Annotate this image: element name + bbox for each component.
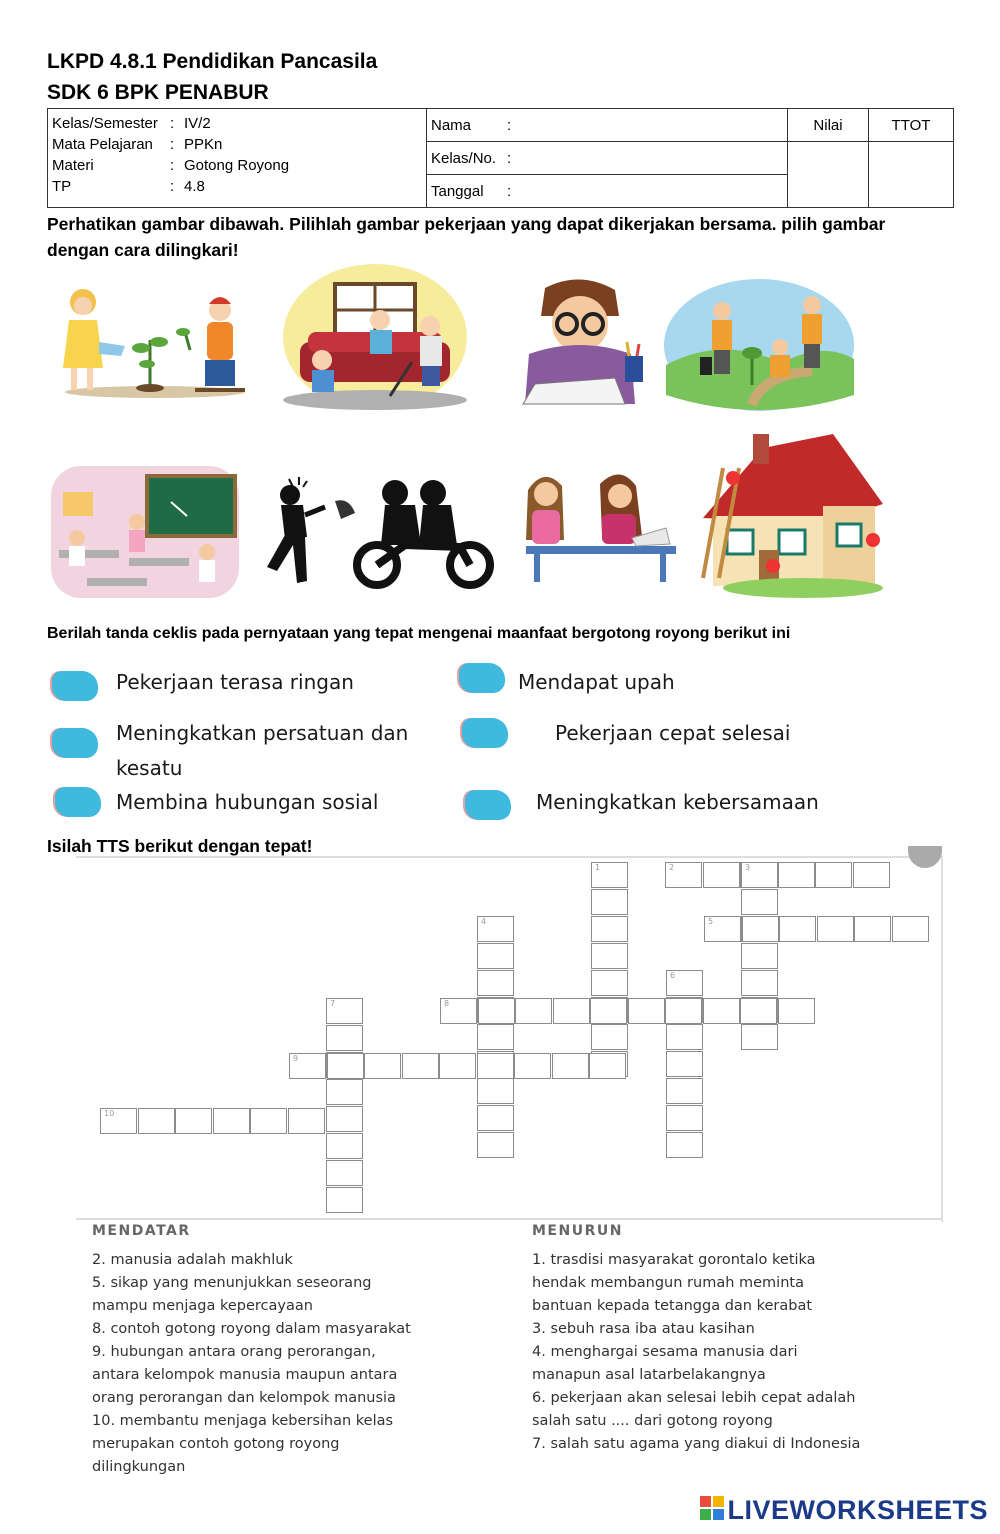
tanggal-field[interactable]	[427, 175, 788, 208]
clues-mendatar	[92, 1220, 512, 1479]
picture-family-cleaning-room[interactable]	[280, 262, 470, 412]
colon: :	[507, 182, 512, 200]
picture-classroom-cleaning[interactable]	[47, 462, 242, 602]
statement-4: Pekerjaan cepat selesai	[555, 721, 791, 745]
clue-number: 1	[595, 863, 601, 872]
statement-3: Meningkatkan persatuan dan	[116, 721, 409, 745]
clue-number: 4	[481, 917, 487, 926]
clue-line: hendak membangun rumah meminta	[532, 1275, 804, 1291]
clues-menurun	[532, 1220, 942, 1456]
crossword-cell[interactable]	[779, 916, 816, 942]
crossword-cell[interactable]	[666, 1078, 703, 1104]
crossword-cell[interactable]	[477, 1078, 514, 1104]
picture-girls-at-desk[interactable]	[520, 466, 680, 586]
crossword-cell[interactable]	[628, 998, 665, 1024]
crossword-cell[interactable]	[327, 1053, 364, 1079]
checkbox-2[interactable]	[459, 663, 505, 693]
crossword-cell[interactable]	[591, 889, 628, 915]
clue-line: salah satu .... dari gotong royong	[532, 1413, 773, 1429]
checkbox-4[interactable]	[462, 718, 508, 748]
value-kelas-semester: IV/2	[184, 115, 211, 132]
clue-line: 2. manusia adalah makhluk	[92, 1252, 293, 1268]
value-materi: Gotong Royong	[184, 157, 290, 174]
clue-number: 2	[669, 863, 675, 872]
clue-line: 7. salah satu agama yang diakui di Indonesia	[532, 1436, 861, 1452]
clue-number: 8	[444, 999, 450, 1008]
crossword-cell[interactable]	[665, 998, 702, 1024]
worksheet-title: LKPD 4.8.1 Pendidikan Pancasila	[47, 50, 378, 73]
crossword-cell[interactable]	[326, 1079, 363, 1105]
checklist-instruction: Berilah tanda ceklis pada pernyataan yang tepat mengenai maanfaat bergotong royong berikut ini	[47, 625, 791, 642]
clue-line: antara kelompok manusia maupun antara	[92, 1367, 398, 1383]
crossword-cell[interactable]	[703, 998, 740, 1024]
clue-number: 10	[104, 1109, 115, 1118]
crossword-cell[interactable]	[326, 1160, 363, 1186]
crossword-cell[interactable]	[402, 1053, 439, 1079]
statement-3-cont: kesatu	[116, 756, 183, 780]
crossword-cell[interactable]	[815, 862, 852, 888]
nama-field[interactable]	[427, 109, 788, 142]
crossword-cell[interactable]	[138, 1108, 175, 1134]
crossword-cell[interactable]	[477, 970, 514, 996]
crossword-cell[interactable]	[892, 916, 929, 942]
crossword-cell[interactable]	[741, 970, 778, 996]
colon: :	[170, 178, 175, 195]
nilai-box[interactable]	[788, 142, 869, 208]
checkbox-6[interactable]	[465, 790, 511, 820]
picture-people-planting-trees[interactable]	[662, 275, 857, 415]
crossword-cell[interactable]	[589, 1053, 626, 1079]
clue-line: 1. trasdisi masyarakat gorontalo ketika	[532, 1252, 816, 1268]
tts-instruction: Isilah TTS berikut dengan tepat!	[47, 836, 313, 856]
crossword-cell[interactable]	[326, 1133, 363, 1159]
clue-line: bantuan kepada tetangga dan kerabat	[532, 1298, 813, 1314]
label-kelas-semester: Kelas/Semester	[52, 115, 158, 132]
crossword-cell[interactable]	[590, 998, 627, 1024]
label-materi: Materi	[52, 157, 94, 174]
checkbox-1[interactable]	[52, 671, 98, 701]
logo-text: LIVEWORKSHEETS	[727, 1495, 988, 1525]
crossword-cell[interactable]	[250, 1108, 287, 1134]
clue-number: 9	[293, 1054, 299, 1063]
colon: :	[170, 136, 175, 153]
school-name: SDK 6 BPK PENABUR	[47, 81, 269, 104]
crossword-cell[interactable]	[477, 1132, 514, 1158]
class-info-cell	[48, 109, 427, 208]
clue-line: 9. hubungan antara orang perorangan,	[92, 1344, 376, 1360]
colon: :	[170, 115, 175, 132]
clue-line: 5. sikap yang menunjukkan seseorang	[92, 1275, 372, 1291]
clue-number: 6	[670, 971, 676, 980]
crossword-cell[interactable]	[703, 862, 740, 888]
crossword-cell[interactable]	[666, 1132, 703, 1158]
checkbox-3[interactable]	[52, 728, 98, 758]
crossword-cell[interactable]	[326, 1106, 363, 1132]
label-tanggal: Tanggal	[431, 182, 484, 200]
kelas-no-field[interactable]	[427, 142, 788, 175]
crossword-cell[interactable]	[514, 1053, 551, 1079]
crossword-cell[interactable]	[477, 1053, 514, 1079]
statement-1: Pekerjaan terasa ringan	[116, 670, 354, 694]
crossword-cell[interactable]	[553, 998, 590, 1024]
clue-line: 4. menghargai sesama manusia dari	[532, 1344, 798, 1360]
crossword-cell[interactable]	[742, 916, 779, 942]
label-mata-pelajaran: Mata Pelajaran	[52, 136, 153, 153]
label-tp: TP	[52, 178, 72, 195]
picture-building-house[interactable]	[683, 428, 893, 603]
crossword-cell[interactable]	[853, 862, 890, 888]
crossword-cell[interactable]	[591, 970, 628, 996]
label-nama: Nama	[431, 116, 472, 134]
crossword-cell[interactable]	[364, 1053, 401, 1079]
crossword-cell[interactable]	[477, 1105, 514, 1131]
crossword-cell[interactable]	[515, 998, 552, 1024]
label-kelas-no: Kelas/No.	[431, 149, 497, 167]
crossword-cell[interactable]	[666, 1051, 703, 1077]
clue-number: 7	[330, 999, 336, 1008]
clue-number: 5	[708, 917, 714, 926]
mendatar-heading: MENDATAR	[92, 1223, 191, 1239]
clue-line: orang perorangan dan kelompok manusia	[92, 1390, 396, 1406]
crossword-cell[interactable]	[591, 943, 628, 969]
menurun-heading: MENURUN	[532, 1223, 623, 1239]
logo-icon	[700, 1496, 724, 1527]
crossword-cell[interactable]	[326, 1187, 363, 1213]
crossword-cell[interactable]	[741, 889, 778, 915]
statement-2: Mendapat upah	[518, 670, 675, 694]
clue-number: 3	[745, 863, 751, 872]
crossword-cell[interactable]	[778, 998, 815, 1024]
clue-line: 10. membantu menjaga kebersihan kelas	[92, 1413, 394, 1429]
crossword-cell[interactable]	[478, 998, 515, 1024]
clue-line: merupakan contoh gotong royong	[92, 1436, 340, 1452]
clue-line: dilingkungan	[92, 1459, 186, 1475]
crossword-cell[interactable]	[439, 1053, 476, 1079]
clue-line: mampu menjaga kepercayaan	[92, 1298, 313, 1314]
clue-line: manapun asal latarbelakangnya	[532, 1367, 766, 1383]
clue-line: 6. pekerjaan akan selesai lebih cepat adalah	[532, 1390, 856, 1406]
value-tp: 4.8	[184, 178, 205, 195]
value-mata-pelajaran: PPKn	[184, 136, 223, 153]
crossword-cell[interactable]	[666, 1105, 703, 1131]
picture-children-planting[interactable]	[55, 280, 255, 400]
ttot-header: TTOT	[869, 109, 954, 142]
colon: :	[507, 149, 512, 167]
statement-5: Membina hubungan sosial	[116, 790, 379, 814]
colon: :	[507, 116, 512, 134]
picture-instruction: Perhatikan gambar dibawah. Pilihlah gambar pekerjaan yang dapat dikerjakan bersama. pilih gambar dengan cara dilingkari!	[47, 214, 886, 260]
crossword-cell[interactable]	[591, 916, 628, 942]
crossword-cell[interactable]	[326, 1025, 363, 1051]
crossword-cell[interactable]	[854, 916, 891, 942]
picture-motorbike-snatching[interactable]	[245, 475, 500, 590]
crossword-cell[interactable]	[817, 916, 854, 942]
crossword-cell[interactable]	[213, 1108, 250, 1134]
crossword-cell[interactable]	[175, 1108, 212, 1134]
crossword-cell[interactable]	[288, 1108, 325, 1134]
liveworksheets-logo	[700, 1495, 988, 1527]
crossword-cell[interactable]	[552, 1053, 589, 1079]
crossword-cell[interactable]	[591, 1024, 628, 1050]
colon: :	[170, 157, 175, 174]
nilai-header: Nilai	[788, 109, 869, 142]
crossword-cell[interactable]	[477, 943, 514, 969]
crossword-cell[interactable]	[477, 1024, 514, 1050]
clue-line: 3. sebuh rasa iba atau kasihan	[532, 1321, 755, 1337]
clue-line: 8. contoh gotong royong dalam masyarakat	[92, 1321, 411, 1337]
ttot-box[interactable]	[869, 142, 954, 208]
info-table	[47, 108, 954, 208]
checkbox-5[interactable]	[55, 787, 101, 817]
crossword-cell[interactable]	[741, 943, 778, 969]
picture-man-studying[interactable]	[515, 274, 650, 409]
crossword-cell[interactable]	[778, 862, 815, 888]
statement-6: Meningkatkan kebersamaan	[536, 790, 819, 814]
crossword-cell[interactable]	[740, 998, 777, 1024]
crossword-cell[interactable]	[666, 1024, 703, 1050]
crossword-cell[interactable]	[741, 1024, 778, 1050]
